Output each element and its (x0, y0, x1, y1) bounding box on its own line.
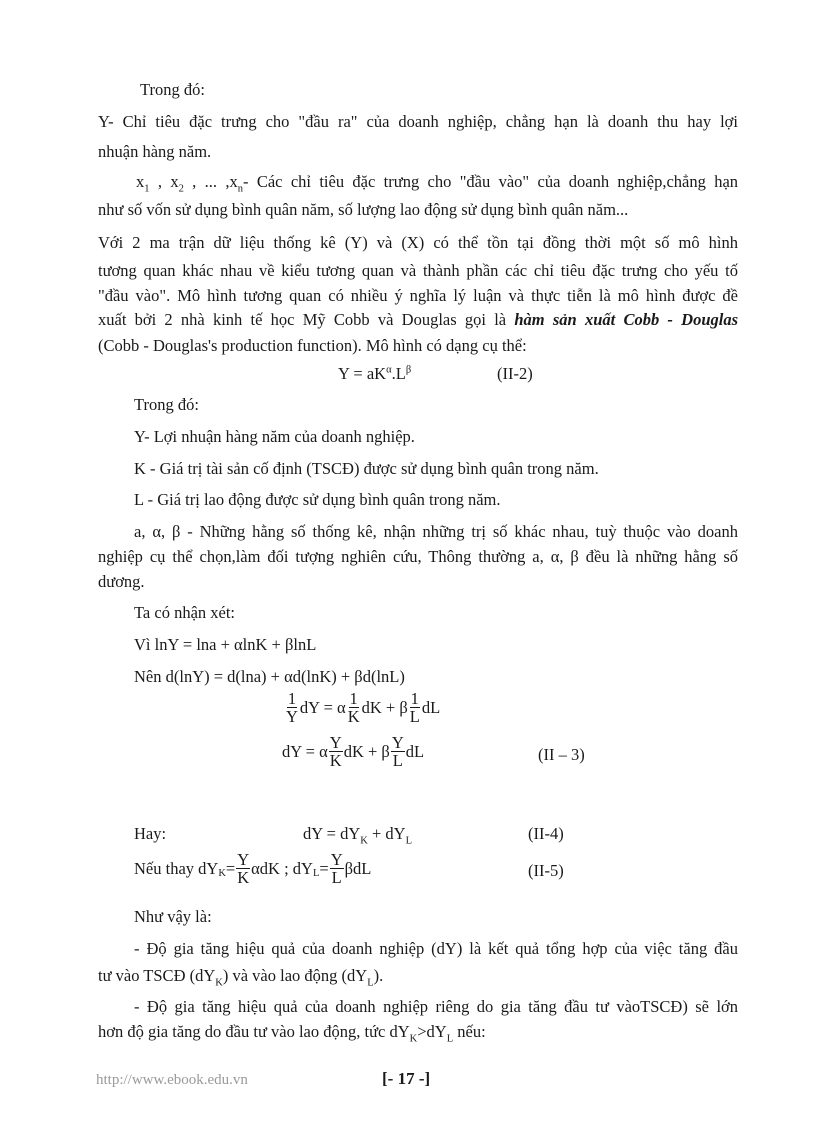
remark-heading: Ta có nhận xét: (134, 603, 236, 622)
definition-constants-line2: nghiệp cụ thể chọn,làm đối tượng nghiên cứu, Thông thường a, α, β đều là những hằng số (98, 547, 738, 566)
conclusion-point1-line1: - Độ gia tăng hiệu quả của doanh nghiệp (dY) là kết quả tổng hợp của việc tăng đầu (134, 939, 738, 958)
definition-constants-line3: dương. (98, 572, 145, 591)
definition-k: K - Giá trị tài sản cố định (TSCĐ) được sử dụng bình quân trong năm. (134, 459, 599, 478)
paragraph-trong-do-1: Trong đó: (140, 80, 205, 99)
equation-ii-4-label: (II-4) (528, 824, 564, 843)
definition-y: Y- Lợi nhuận hàng năm của doanh nghiệp. (134, 427, 415, 446)
equation-ii-4-prefix: Hay: (134, 824, 167, 843)
paragraph-matrix-line5: (Cobb - Douglas's production function). Mô hình có dạng cụ thể: (98, 336, 527, 355)
paragraph-x-inputs-line2: như số vốn sử dụng bình quân năm, số lượng lao động sử dụng bình quân năm... (98, 200, 629, 219)
equation-ii-3-line2: dY = α $\frac{Y}{K}$ dK + β $\frac{Y}{L}$ dL (282, 733, 425, 770)
equation-ii-2: $Y = aK^\alpha.L^\beta$ (338, 364, 412, 383)
paragraph-matrix-line3: "đầu vào". Mô hình tương quan có nhiều ý nghĩa lý luận và thực tiễn là mô hình được đề (98, 286, 738, 305)
conclusion-point2-line1: - Độ gia tăng hiệu quả của doanh nghiệp riêng do gia tăng đầu tư vàoTSCĐ) sẽ lớn (134, 997, 738, 1016)
page-number: [- 17 -] (382, 1069, 431, 1088)
paragraph-matrix-line4: xuất bởi 2 nhà kinh tế học Mỹ Cobb và Douglas gọi là hàm sản xuất Cobb - Douglas (98, 310, 739, 329)
definition-constants-line1: a, α, β - Những hằng số thống kê, nhận những trị số khác nhau, tuỳ thuộc vào doanh (134, 522, 738, 541)
conclusion-point2-line2: hơn độ gia tăng do đầu tư vào lao động, tức $dY_K>dY_L$ nếu: (98, 1022, 486, 1045)
equation-ii-5: Nếu thay dY $_K$ = $\frac{Y}{K}$ αdK ; dY $_L$ = $\frac{Y}{L}$ βdL (134, 850, 372, 887)
footer-url: http://www.ebook.edu.vn (96, 1072, 248, 1088)
definition-l: L - Giá trị lao động được sử dụng bình quân trong năm. (134, 490, 501, 509)
paragraph-matrix-line1: Với 2 ma trận dữ liệu thống kê (Y) và (X) có thể tồn tại đồng thời một số mô hình (98, 233, 738, 252)
equation-ii-3-line1: $\frac{1}{Y}$ dY = α $\frac{1}{K}$ dK + β $\frac{1}{L}$ dL (286, 689, 441, 726)
paragraph-trong-do-2: Trong đó: (134, 395, 199, 414)
conclusion-heading: Như vậy là: (134, 907, 212, 926)
paragraph-matrix-line2: tương quan khác nhau về kiểu tương quan và thành phần các chỉ tiêu đặc trưng cho yếu tố (98, 261, 738, 280)
equation-ii-3-label: (II – 3) (538, 745, 585, 764)
conclusion-point1-line2: tư vào TSCĐ $(dY_K)$ và vào lao động $(dY_L)$. (98, 966, 384, 989)
equation-ii-4: dY = $dY_K + dY_L$ (303, 824, 413, 847)
log-identity: Vì lnY = lna + αlnK + βlnL (134, 635, 317, 654)
paragraph-y-output-line1: Y- Chỉ tiêu đặc trưng cho "đầu ra" của doanh nghiệp, chẳng hạn là doanh thu hay lợi (98, 112, 738, 131)
paragraph-x-inputs-line1: $x_1$ , $x_2$ , ... $,x_n-$ Các chỉ tiêu đặc trưng cho "đầu vào" của doanh nghiệp,chẳng hạn (136, 172, 739, 195)
equation-ii-2-label: (II-2) (497, 364, 533, 383)
cobb-douglas-term: hàm sản xuất Cobb - Douglas (514, 310, 739, 329)
log-differential: Nên d(lnY) = d(lna) + αd(lnK) + βd(lnL) (134, 667, 405, 686)
paragraph-y-output-line2: nhuận hàng năm. (98, 142, 212, 161)
equation-ii-5-label: (II-5) (528, 861, 564, 880)
